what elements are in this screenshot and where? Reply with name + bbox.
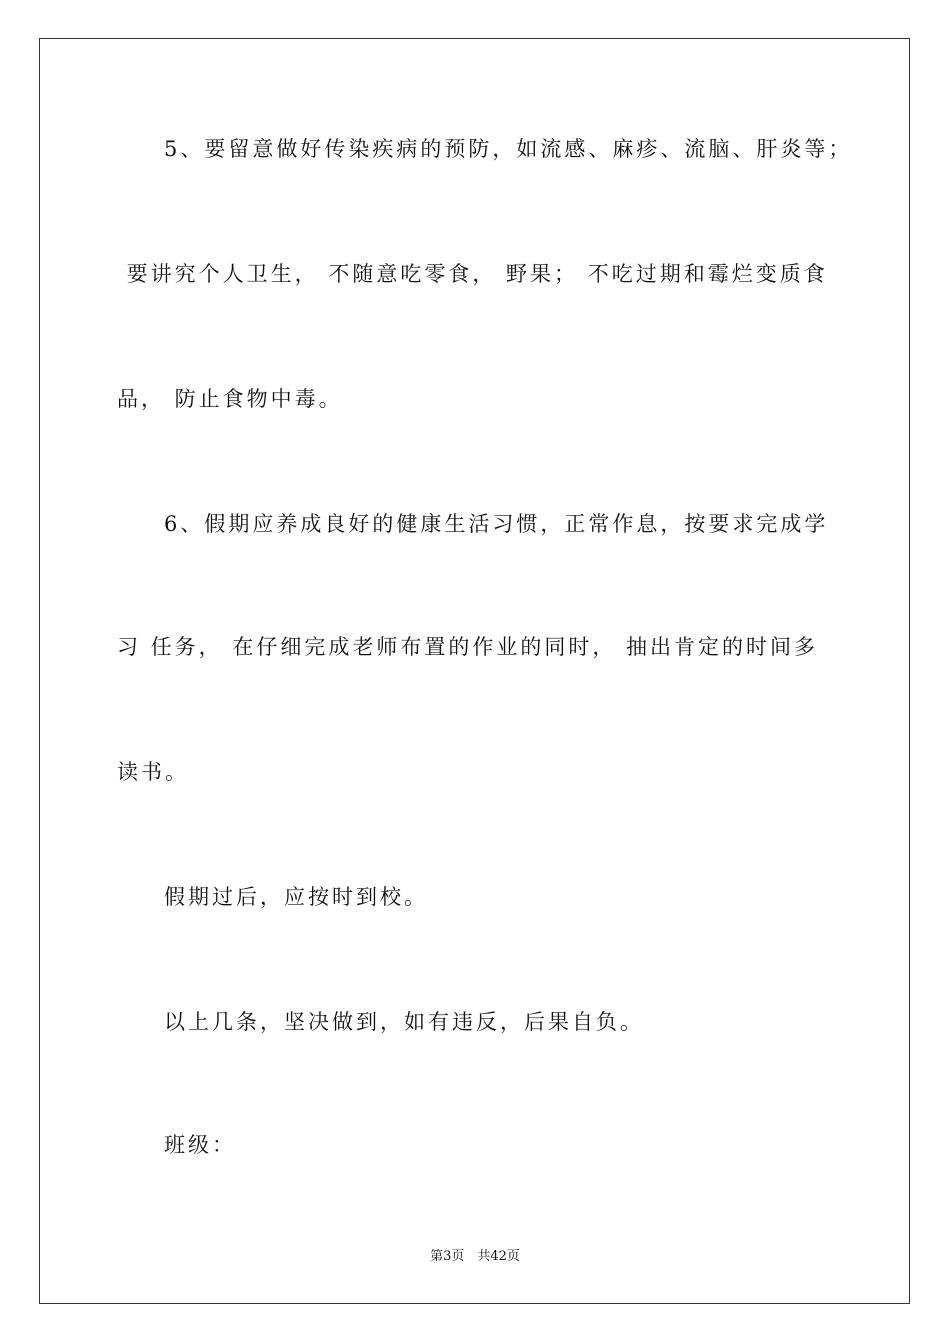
paragraph-line-8: 以上几条，坚决做到，如有违反，后果自负。 <box>164 1010 644 1034</box>
paragraph-line-5: 习 任务， 在仔细完成老师布置的作业的同时， 抽出肯定的时间多 <box>117 635 819 659</box>
page-border <box>39 38 910 1304</box>
paragraph-line-1: 5、要留意做好传染疾病的预防，如流感、麻疹、流脑、肝炎等； <box>164 137 853 161</box>
paragraph-line-7: 假期过后，应按时到校。 <box>164 885 428 909</box>
paragraph-line-3: 品， 防止食物中毒。 <box>117 387 343 411</box>
paragraph-line-4: 6、假期应养成良好的健康生活习惯，正常作息，按要求完成学 <box>164 512 829 536</box>
paragraph-line-9: 班级： <box>164 1133 236 1157</box>
page-number-footer: 第3页 共42页 <box>430 1249 520 1264</box>
paragraph-line-2: 要讲究个人卫生， 不随意吃零食， 野果； 不吃过期和霉烂变质食 <box>117 262 828 286</box>
paragraph-line-6: 读书。 <box>117 760 189 784</box>
